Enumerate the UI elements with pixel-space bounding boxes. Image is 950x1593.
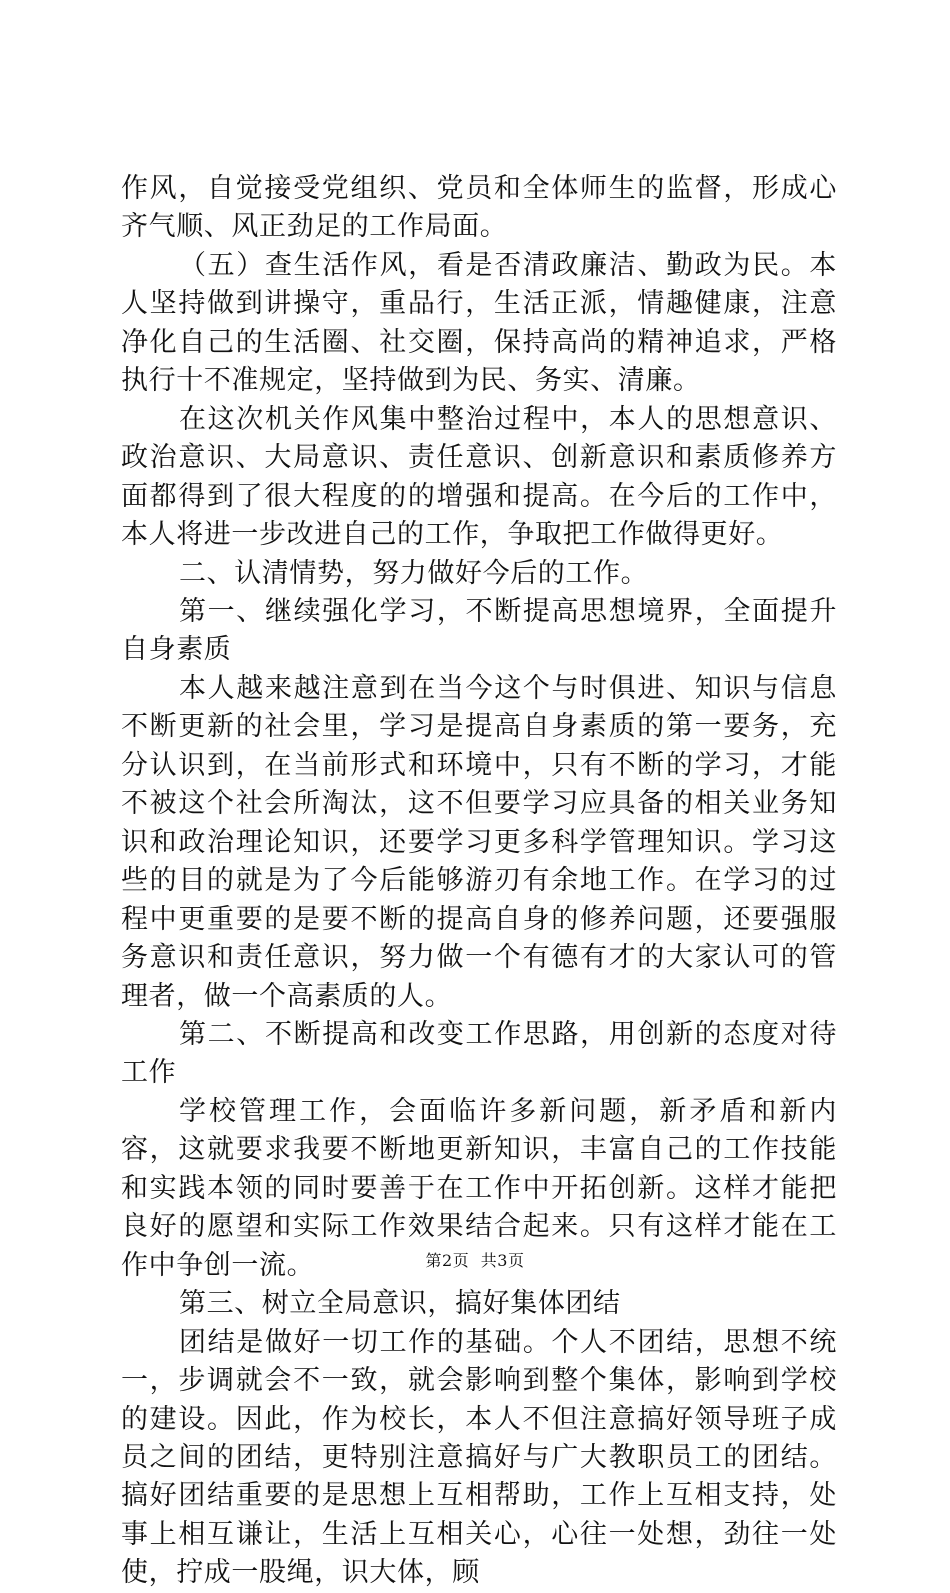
section-heading: 二、认清情势，努力做好今后的工作。 <box>179 557 649 589</box>
paragraph: （五）查生活作风，看是否清政廉洁、勤政为民。本人坚持做到讲操守，重品行，生活正派，情趣健康，注意净化自己的生活圈、社交圈，保持高尚的精神追求，严格执行十不准规定，坚持做到为民、务实、清廉。 <box>121 249 837 397</box>
paragraph: 本人越来越注意到在当今这个与时俱进、知识与信息不断更新的社会里，学习是提高自身素质的第一要务，充分认识到，在当前形式和环境中，只有不断的学习，才能不被这个社会所淘汰，这不但要学习应具备的相关业务知识和政治理论知识，还要学习更多科学管理知识。学习这些的目的就是为了今后能够游刃有余地工作。在学习的过程中更重要的是要不断的提高自身的修养问题，还要强服务意识和责任意识，努力做一个有德有才的大家认可的管理者，做一个高素质的人。 <box>121 672 837 1012</box>
subsection-heading: 第二、不断提高和改变工作思路，用创新的态度对待工作 <box>121 1018 837 1089</box>
paragraph: 团结是做好一切工作的基础。个人不团结，思想不统一，步调就会不一致，就会影响到整个集体，影响到学校的建设。因此，作为校长，本人不但注意搞好领导班子成员之间的团结，更特别注意搞好与广大教职员工的团结。搞好团结重要的是思想上互相帮助，工作上互相支持，处事上相互谦让，生活上互相关心，心往一处想，劲往一处使，拧成一股绳，识大体，顾 <box>121 1326 837 1589</box>
subsection-heading: 第三、树立全局意识，搞好集体团结 <box>179 1288 621 1320</box>
paragraph: 作风，自觉接受党组织、党员和全体师生的监督，形成心齐气顺、风正劲足的工作局面。 <box>121 173 837 243</box>
document-body <box>121 170 837 1593</box>
subsection-heading: 第一、继续强化学习，不断提高思想境界，全面提升自身素质 <box>121 595 837 666</box>
page-total: 共3页 <box>480 1251 525 1270</box>
paragraph: 学校管理工作，会面临许多新问题，新矛盾和新内容，这就要求我要不断地更新知识，丰富自己的工作技能和实践本领的同时要善于在工作中开拓创新。这样才能把良好的愿望和实际工作效果结合起来。只有这样才能在工作中争创一流。 <box>121 1095 837 1281</box>
paragraph: 在这次机关作风集中整治过程中，本人的思想意识、政治意识、大局意识、责任意识、创新意识和素质修养方面都得到了很大程度的的增强和提高。在今后的工作中，本人将进一步改进自己的工作，争取把工作做得更好。 <box>121 403 837 551</box>
page-number: 第2页 <box>425 1251 470 1270</box>
page-number-footer <box>0 1248 950 1271</box>
